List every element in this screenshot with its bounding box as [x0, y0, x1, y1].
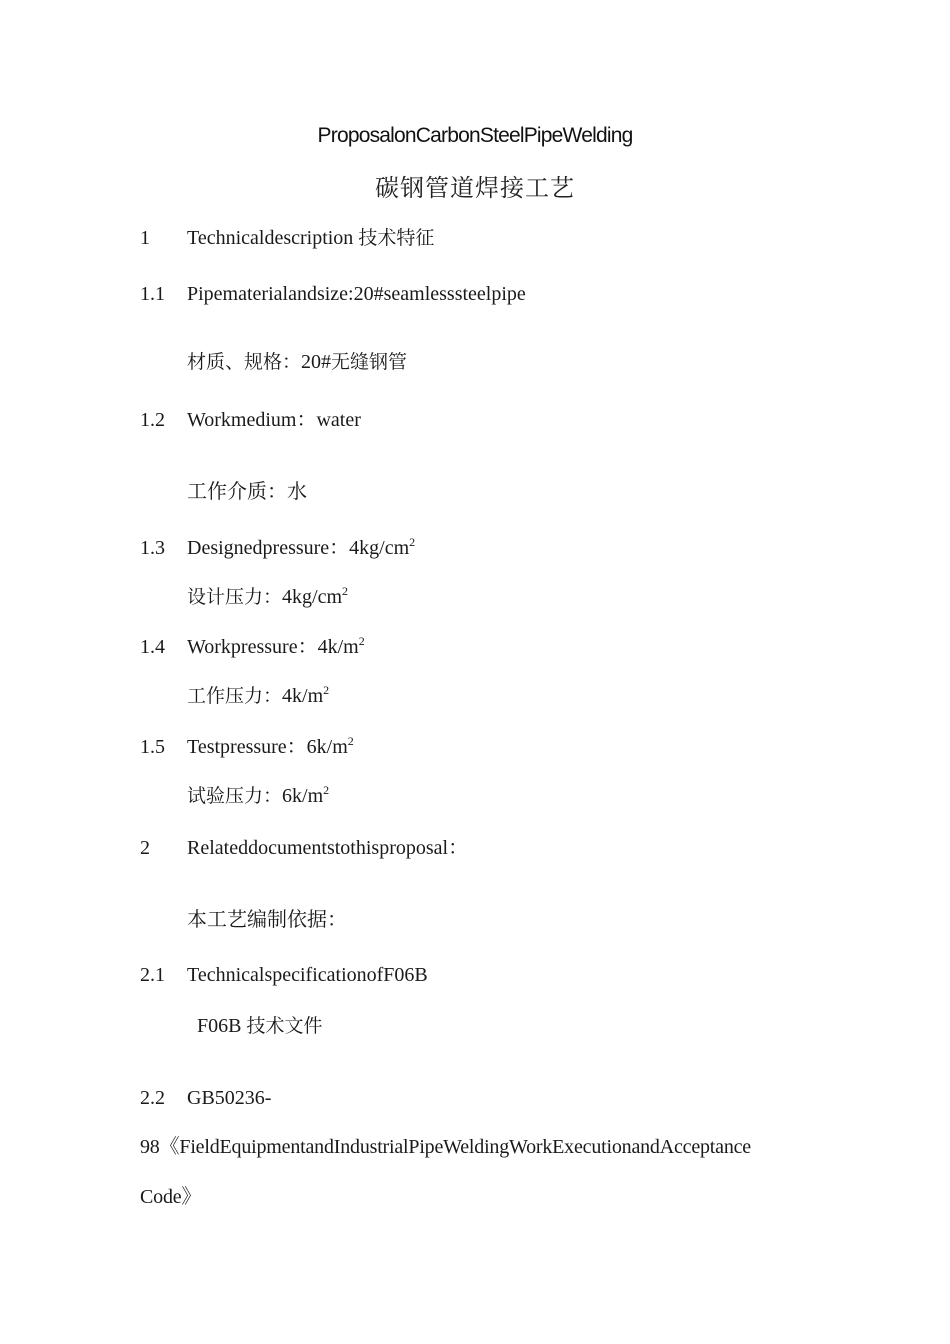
section-number: 1.4 — [140, 636, 165, 658]
section-2-2-line-2: 98《FieldEquipmentandIndustrialPipeWeldingWorkExecutionandAcceptance — [140, 1136, 751, 1158]
section-text-en: Designedpressure：4kg/cm — [187, 537, 410, 559]
section-number: 2.2 — [140, 1087, 165, 1109]
section-2-zh: 本工艺编制依据： — [187, 907, 347, 931]
section-number: 2 — [140, 837, 150, 859]
section-1-3-zh: 设计压力：$4kg/cm^2$ — [187, 584, 349, 608]
section-text-en: Technicaldescription — [187, 227, 354, 249]
section-text-en: Pipematerialandsize:20#seamlesssteelpipe — [187, 283, 526, 305]
section-2-2 — [140, 1084, 271, 1112]
document-title-en: ProposalonCarbonSteelPipeWelding — [317, 124, 633, 147]
section-1-4: 1.4 Workpressure：$4k/m^2$ — [140, 627, 365, 661]
section-1-heading — [140, 224, 434, 252]
section-1-4-zh: 工作压力：$4k/m^2$ — [187, 683, 330, 707]
section-2-2-line-3: Code》 — [140, 1186, 202, 1208]
section-2-heading — [140, 834, 468, 862]
section-number: 1.5 — [140, 736, 165, 758]
section-number: 1.1 — [140, 283, 165, 305]
section-2-1 — [140, 961, 428, 989]
section-text-en: Workmedium：water — [187, 409, 361, 431]
section-1-2-zh: 工作介质：水 — [187, 479, 307, 503]
section-number: 2.1 — [140, 964, 165, 986]
section-text-en: Testpressure：6k/m — [187, 736, 348, 758]
section-2-1-zh: F06B 技术文件 — [197, 1015, 323, 1037]
section-1-5-zh: 试验压力：$6k/m^2$ — [187, 783, 330, 807]
section-number: 1.3 — [140, 537, 165, 559]
section-1-3: 1.3 Designedpressure：$4kg/cm^2$ — [140, 528, 415, 562]
section-text-en: Workpressure：4k/m — [187, 636, 359, 658]
section-1-2 — [140, 406, 361, 434]
section-text-en: GB50236- — [187, 1087, 272, 1109]
document-title-zh: 碳钢管道焊接工艺 — [375, 174, 575, 202]
section-number: 1 — [140, 227, 150, 249]
section-1-5: 1.5 Testpressure：$6k/m^2$ — [140, 727, 354, 761]
section-text-en: Relateddocumentstothisproposal： — [187, 837, 469, 859]
section-number: 1.2 — [140, 409, 165, 431]
section-text-zh: 技术特征 — [358, 227, 435, 249]
section-1-1 — [140, 280, 526, 308]
section-1-1-zh: 材质、规格：20#无缝钢管 — [187, 351, 408, 373]
section-text-en: TechnicalspecificationofF06B — [187, 964, 428, 986]
